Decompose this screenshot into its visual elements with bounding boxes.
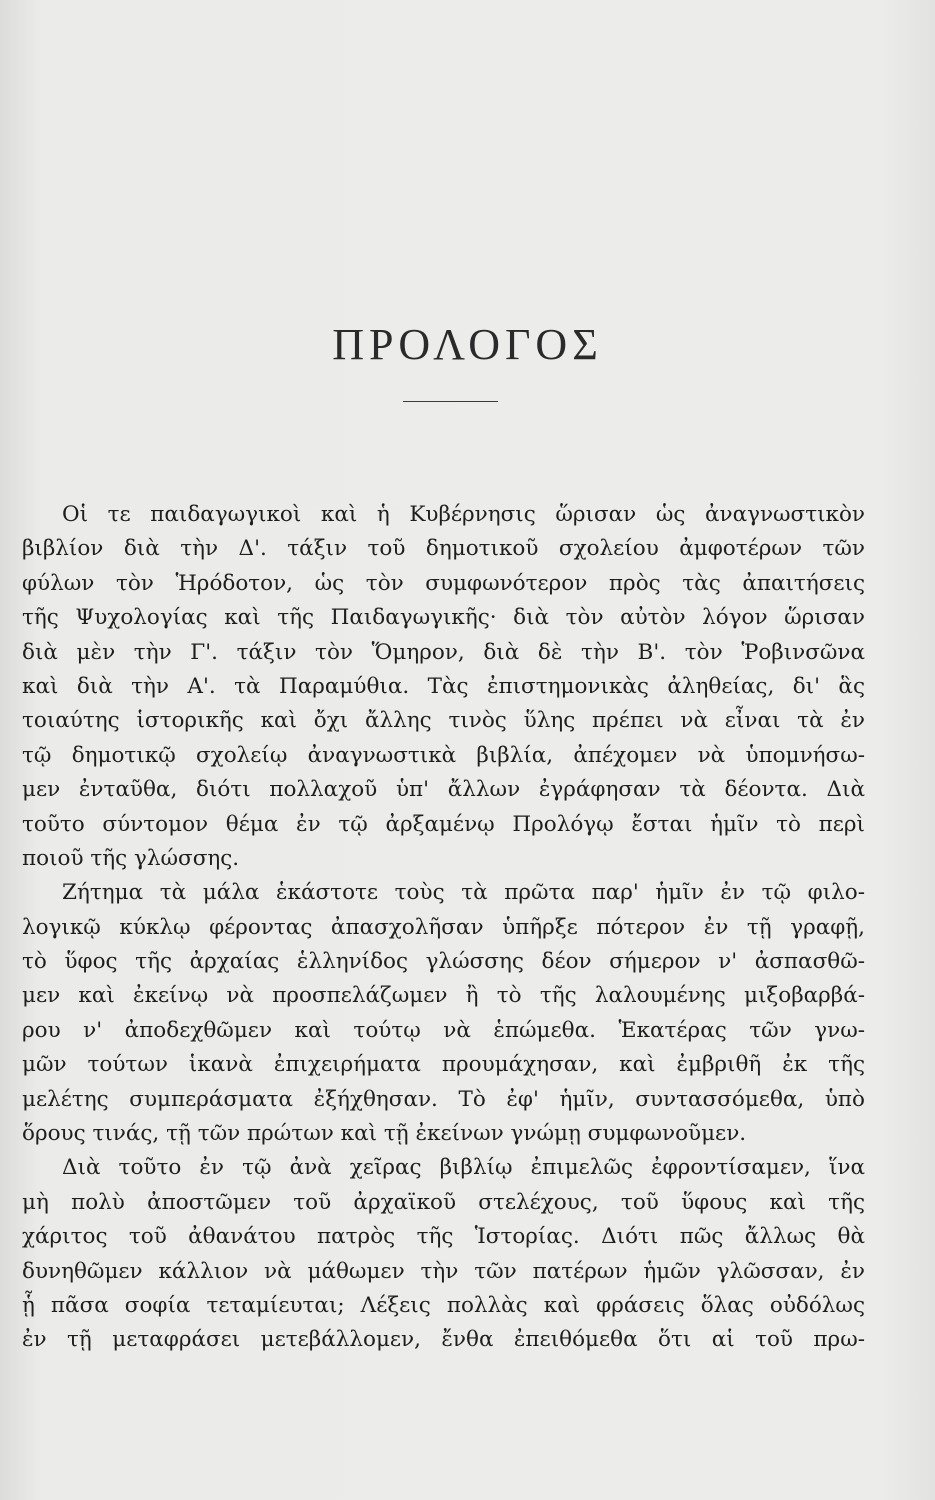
text-line: Διὰ τοῦτο ἐν τῷ ἀνὰ χεῖρας βιβλίῳ ἐπιμελῶς ἐφροντίσαμεν, ἵνα [62,1155,865,1181]
text-line: τοιαύτης ἱστορικῆς καὶ ὄχι ἄλλης τινὸς ὕλης πρέπει νὰ εἶναι τὰ ἐν [22,708,865,734]
text-line: ἐν τῇ μεταφράσει μετεβάλλομεν, ἔνθα ἐπειθόμεθα ὅτι αἱ τοῦ πρω- [22,1327,865,1353]
paragraph [22,1151,865,1357]
text-line: δυνηθῶμεν κάλλιον νὰ μάθωμεν τὴν τῶν πατέρων ἡμῶν γλῶσσαν, ἐν [22,1258,865,1284]
text-line: ρου ν' ἀποδεχθῶμεν καὶ τούτῳ νὰ ἑπώμεθα. Ἑκατέρας τῶν γνω- [22,1017,865,1043]
text-line: τοῦτο σύντομον θέμα ἐν τῷ ἀρξαμένῳ Προλόγῳ ἔσται ἡμῖν τὸ περὶ [22,811,865,837]
text-line: Ζήτημα τὰ μάλα ἑκάστοτε τοὺς τὰ πρῶτα παρ' ἡμῖν ἐν τῷ φιλο- [62,880,865,906]
text-line: λογικῷ κύκλῳ φέροντας ἀπασχολῆσαν ὑπῆρξε πότερον ἐν τῇ γραφῇ, [22,914,865,940]
text-line: φύλων τὸν Ἡρόδοτον, ὡς τὸν συμφωνότερον πρὸς τὰς ἀπαιτήσεις [22,570,865,596]
text-line: χάριτος τοῦ ἀθανάτου πατρὸς τῆς Ἱστορίας. Διότι πῶς ἄλλως θὰ [22,1224,865,1250]
text-line: καὶ διὰ τὴν Α'. τὰ Παραμύθια. Τὰς ἐπιστημονικὰς ἀληθείας, δι' ἃς [22,673,865,699]
text-line: μεν ἐνταῦθα, διότι πολλαχοῦ ὑπ' ἄλλων ἐγράφησαν τὰ δέοντα. Διὰ [22,777,865,803]
paragraph [22,876,865,1151]
text-line: τῆς Ψυχολογίας καὶ τῆς Παιδαγωγικῆς· διὰ τὸν αὐτὸν λόγον ὥρισαν [22,605,865,631]
text-line: Οἱ τε παιδαγωγικοὶ καὶ ἡ Κυβέρνησις ὥρισαν ὡς ἀναγνωστικὸν [62,502,865,527]
text-line: βιβλίον διὰ τὴν Δ'. τάξιν τοῦ δημοτικοῦ σχολείου ἀμφοτέρων τῶν [22,536,865,562]
text-line: μὴ πολὺ ἀποστῶμεν τοῦ ἀρχαϊκοῦ στελέχους, τοῦ ὕφους καὶ τῆς [22,1189,865,1215]
text-line: ᾗ πᾶσα σοφία τεταμίευται; Λέξεις πολλὰς καὶ φράσεις ὅλας οὐδόλως [22,1292,865,1318]
text-line: διὰ μὲν τὴν Γ'. τάξιν τὸν Ὅμηρον, διὰ δὲ τὴν Β'. τὸν Ῥοβινσῶνα [22,639,865,665]
title-rule [403,401,498,402]
body-text [22,498,865,1358]
paragraph [22,498,865,876]
text-line: ποιοῦ τῆς γλώσσης. [22,845,240,871]
page-title: ΠΡΟΛΟΓΟΣ [332,320,603,370]
text-line: τῷ δημοτικῷ σχολείῳ ἀναγνωστικὰ βιβλία, ἀπέχομεν νὰ ὑπομνήσω- [22,742,865,768]
text-line: μῶν τούτων ἱκανὰ ἐπιχειρήματα προυμάχησαν, καὶ ἐμβριθῆ ἐκ τῆς [22,1052,865,1078]
text-line: μεν καὶ ἐκείνῳ νὰ προσπελάζωμεν ἢ τὸ τῆς λαλουμένης μιξοβαρβά- [22,983,865,1009]
text-line: ὅρους τινάς, τῇ τῶν πρώτων καὶ τῇ ἐκείνων γνώμῃ συμφωνοῦμεν. [22,1121,747,1147]
text-line: μελέτης συμπεράσματα ἐξήχθησαν. Τὸ ἐφ' ἡμῖν, συντασσόμεθα, ὑπὸ [22,1086,865,1112]
text-line: τὸ ὕφος τῆς ἀρχαίας ἑλληνίδος γλώσσης δέον σήμερον ν' ἀσπασθῶ- [22,949,865,975]
